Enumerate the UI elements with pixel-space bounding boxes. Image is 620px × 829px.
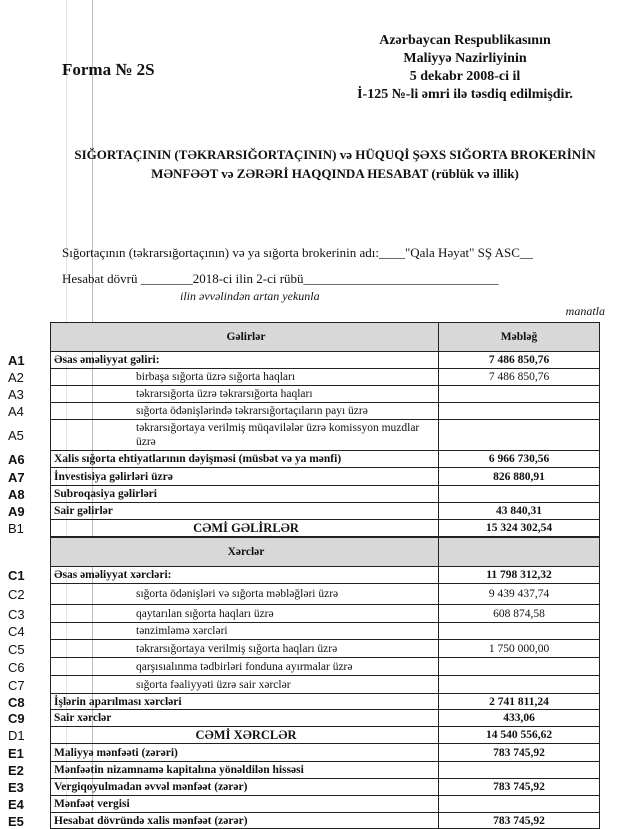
row-amount (438, 420, 600, 451)
row-description: Əsas əməliyyat gəliri: (50, 352, 438, 369)
row-code (0, 322, 50, 352)
row-code: A8 (8, 487, 25, 502)
row-code: E4 (8, 797, 24, 812)
row-amount: 608 874,58 (438, 605, 600, 623)
row-amount: 43 840,31 (438, 503, 600, 520)
row-amount: 15 324 302,54 (438, 520, 600, 537)
table-row (0, 403, 620, 420)
row-description: Mənfəət vergisi (50, 796, 438, 813)
table-row (0, 386, 620, 403)
row-description: Subroqasiya gəlirləri (50, 486, 438, 503)
approval-line: İ-125 №-li əmri ilə təsdiq edilmişdir. (357, 87, 573, 102)
table-section-header (0, 537, 620, 567)
table-row (0, 468, 620, 486)
row-code: C2 (8, 587, 25, 602)
row-code: A6 (8, 452, 25, 467)
row-amount: 11 798 312,32 (438, 567, 600, 584)
row-amount (438, 796, 600, 813)
row-description: Xalis sığorta ehtiyatlarının dəyişməsi (müsbət və ya mənfi) (50, 451, 438, 468)
row-description: İşlərin aparılması xərcləri (50, 694, 438, 710)
table-total-row (0, 727, 620, 744)
row-amount: 783 745,92 (438, 813, 600, 829)
row-description: Gəlirlər (50, 322, 438, 352)
table-row (0, 658, 620, 676)
table-row (0, 710, 620, 727)
table-row (0, 640, 620, 658)
table-row (0, 694, 620, 710)
row-amount (438, 386, 600, 403)
row-description: Əsas əməliyyat xərcləri: (50, 567, 438, 584)
row-description: Mənfəətin nizamnamə kapitalına yönəldilən hissəsi (50, 762, 438, 779)
row-code: A9 (8, 504, 25, 519)
table-row (0, 779, 620, 796)
row-description: birbaşa sığorta üzrə sığorta haqları (50, 369, 438, 386)
row-amount (438, 658, 600, 676)
row-code: A3 (8, 387, 24, 402)
row-code: C1 (8, 568, 25, 583)
row-code: E3 (8, 780, 24, 795)
row-description: Hesabat dövründə xalis mənfəət (zərər) (50, 813, 438, 829)
row-description: qaytarılan sığorta haqları üzrə (50, 605, 438, 623)
table-row (0, 352, 620, 369)
table-row (0, 676, 620, 694)
table-row (0, 567, 620, 584)
table-row (0, 451, 620, 468)
row-description: sığorta fəaliyyəti üzrə sair xərclər (50, 676, 438, 694)
row-amount (438, 762, 600, 779)
row-amount: 7 486 850,76 (438, 369, 600, 386)
row-description: Sair xərclər (50, 710, 438, 727)
row-amount: 6 966 730,56 (438, 451, 600, 468)
form-number: Forma № 2S (62, 60, 155, 79)
table-row (0, 486, 620, 503)
row-description: təkrarsığorta üzrə təkrarsığorta haqları (50, 386, 438, 403)
row-description: CƏMİ GƏLİRLƏR (50, 520, 438, 537)
currency-unit: manatla (565, 304, 605, 318)
row-description: təkrarsığortaya verilmiş sığorta haqları üzrə (50, 640, 438, 658)
company-name-line: Sığortaçının (təkrarsığortaçının) və ya sığorta brokerinin adı:____"Qala Həyat" SŞ ASC__ (62, 245, 533, 260)
row-code (0, 537, 50, 567)
row-code: E2 (8, 763, 24, 778)
table-row (0, 420, 620, 451)
row-code: A4 (8, 404, 24, 419)
table-row (0, 744, 620, 762)
row-code: E5 (8, 813, 24, 829)
row-amount: Məbləğ (438, 322, 600, 352)
table-row (0, 762, 620, 779)
row-amount: 433,06 (438, 710, 600, 727)
row-amount: 14 540 556,62 (438, 727, 600, 744)
row-amount (438, 623, 600, 640)
report-title (60, 145, 610, 183)
row-description: sığorta ödənişlərində təkrarsığortaçıların payı üzrə (50, 403, 438, 420)
row-description: sığorta ödənişləri və sığorta məbləğləri üzrə (50, 584, 438, 605)
row-code: C8 (8, 694, 25, 710)
row-description: təkrarsığortaya verilmiş müqavilələr üzrə komissyon muzdlar üzrə (50, 420, 438, 451)
approval-block (340, 32, 590, 104)
row-description: CƏMİ XƏRCLƏR (50, 727, 438, 744)
title-line-1: SIĞORTAÇININ (TƏKRARSIĞORTAÇININ) və HÜQUQİ ŞƏXS SIĞORTA BROKERİNİN (74, 147, 596, 162)
row-code: C9 (8, 711, 25, 726)
row-code: C4 (8, 624, 25, 639)
row-amount: 1 750 000,00 (438, 640, 600, 658)
row-amount: 2 741 811,24 (438, 694, 600, 710)
row-amount (438, 403, 600, 420)
row-code: C5 (8, 641, 25, 657)
row-code: D1 (8, 728, 25, 743)
row-code: A7 (8, 469, 25, 485)
table-total-row (0, 520, 620, 537)
row-amount (438, 486, 600, 503)
row-description: Maliyyə mənfəəti (zərəri) (50, 744, 438, 762)
table-row (0, 796, 620, 813)
row-code: A2 (8, 370, 24, 385)
approval-line: Maliyyə Nazirliyinin (403, 51, 527, 66)
row-description: tənzimləmə xərcləri (50, 623, 438, 640)
row-code: C6 (8, 659, 25, 675)
row-code: A5 (8, 428, 24, 443)
table-section-header (0, 322, 620, 352)
row-description: Xərclər (50, 537, 438, 567)
table-row (0, 605, 620, 623)
report-period-line: Hesabat dövrü ________2018-ci ilin 2-ci rübü______________________________ (62, 271, 499, 286)
table-row (0, 813, 620, 829)
row-code: B1 (8, 521, 24, 536)
row-description: qarşısıalınma tədbirləri fonduna ayırmalar üzrə (50, 658, 438, 676)
income-statement-table (0, 322, 620, 829)
row-amount: 783 745,92 (438, 779, 600, 796)
row-amount: 9 439 437,74 (438, 584, 600, 605)
row-description: Vergiqoyulmadan əvvəl mənfəət (zərər) (50, 779, 438, 796)
row-code: C7 (8, 677, 25, 693)
row-amount (438, 537, 600, 567)
row-code: C3 (8, 606, 25, 622)
approval-line: 5 dekabr 2008-ci il (409, 69, 521, 84)
row-code: A1 (8, 353, 25, 368)
row-description: İnvestisiya gəlirləri üzrə (50, 468, 438, 486)
table-row (0, 584, 620, 605)
approval-line: Azərbaycan Respublikasının (379, 33, 551, 48)
cumulative-note: ilin əvvəlindən artan yekunla (180, 289, 320, 303)
row-amount (438, 676, 600, 694)
row-amount: 7 486 850,76 (438, 352, 600, 369)
title-line-2: MƏNFƏƏT və ZƏRƏRİ HAQQINDA HESABAT (rüblük və illik) (151, 166, 519, 181)
row-description: Sair gəlirlər (50, 503, 438, 520)
row-amount: 783 745,92 (438, 744, 600, 762)
row-code: E1 (8, 745, 24, 761)
row-amount: 826 880,91 (438, 468, 600, 486)
table-row (0, 369, 620, 386)
table-row (0, 503, 620, 520)
table-row (0, 623, 620, 640)
